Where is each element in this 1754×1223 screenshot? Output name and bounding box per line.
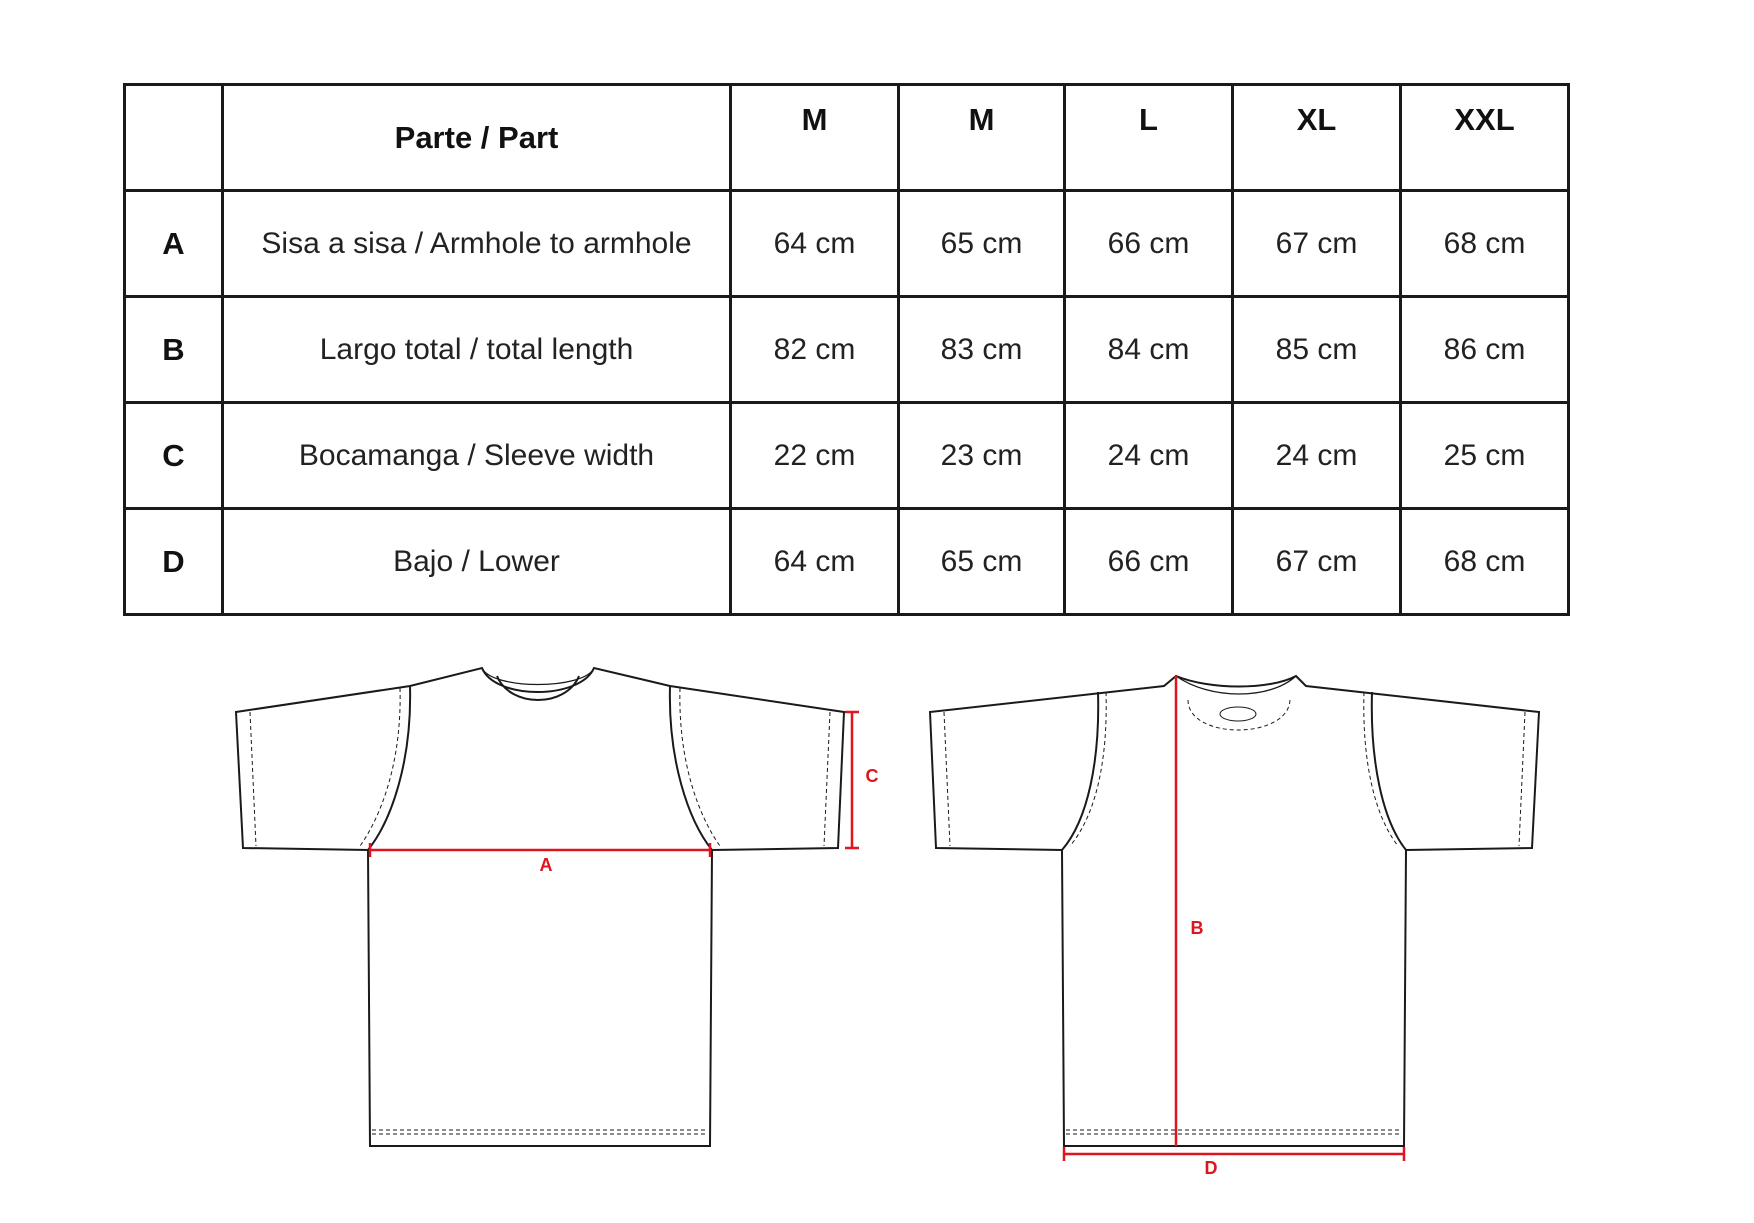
row-value: 25 cm <box>1401 403 1569 509</box>
tshirt-back-outline <box>930 676 1539 1146</box>
row-value: 65 cm <box>899 191 1065 297</box>
row-part: Bajo / Lower <box>223 509 731 615</box>
row-letter: D <box>125 509 223 615</box>
row-value: 68 cm <box>1401 191 1569 297</box>
back-collar-band <box>1176 676 1296 694</box>
front-collar-band <box>482 668 594 685</box>
tshirt-front <box>236 668 844 1146</box>
row-value: 82 cm <box>731 297 899 403</box>
row-part: Bocamanga / Sleeve width <box>223 403 731 509</box>
size-header-m: M <box>731 85 899 191</box>
row-value: 64 cm <box>731 191 899 297</box>
row-value: 22 cm <box>731 403 899 509</box>
row-value: 24 cm <box>1233 403 1401 509</box>
row-letter: B <box>125 297 223 403</box>
row-value: 66 cm <box>1065 509 1233 615</box>
row-value: 23 cm <box>899 403 1065 509</box>
front-left-cuff-stitch <box>250 712 256 846</box>
front-right-cuff-stitch <box>824 712 830 846</box>
row-letter: A <box>125 191 223 297</box>
front-left-armhole-seam <box>368 686 410 850</box>
row-value: 86 cm <box>1401 297 1569 403</box>
size-header-xxl: XXL <box>1401 85 1569 191</box>
front-left-armhole-stitch <box>360 688 400 846</box>
back-right-armhole-stitch <box>1364 692 1398 846</box>
tshirt-front-outline <box>236 668 844 1146</box>
measure-c <box>845 712 859 848</box>
row-value: 83 cm <box>899 297 1065 403</box>
back-left-armhole-seam <box>1062 692 1098 850</box>
row-value: 24 cm <box>1065 403 1233 509</box>
size-header-xl: XL <box>1233 85 1401 191</box>
row-value: 65 cm <box>899 509 1065 615</box>
row-part: Largo total / total length <box>223 297 731 403</box>
size-header-l: L <box>1065 85 1233 191</box>
row-value: 84 cm <box>1065 297 1233 403</box>
front-right-armhole-seam <box>670 686 712 850</box>
row-value: 68 cm <box>1401 509 1569 615</box>
back-brand-logo <box>1220 707 1256 721</box>
back-right-armhole-seam <box>1372 692 1406 850</box>
row-value: 64 cm <box>731 509 899 615</box>
measure-label-a: A <box>539 855 553 875</box>
row-value: 66 cm <box>1065 191 1233 297</box>
tshirt-back <box>930 676 1539 1146</box>
back-left-armhole-stitch <box>1070 692 1106 846</box>
back-left-cuff-stitch <box>944 712 950 846</box>
front-right-armhole-stitch <box>680 688 720 846</box>
row-value: 85 cm <box>1233 297 1401 403</box>
row-part: Sisa a sisa / Armhole to armhole <box>223 191 731 297</box>
measure-d <box>1064 1147 1404 1161</box>
row-value: 67 cm <box>1233 191 1401 297</box>
size-header-m-2: M <box>899 85 1065 191</box>
measure-label-d: D <box>1204 1158 1218 1178</box>
measure-label-c: C <box>865 766 879 786</box>
measure-label-b: B <box>1190 918 1204 938</box>
part-column-header: Parte / Part <box>223 85 731 191</box>
row-letter: C <box>125 403 223 509</box>
back-right-cuff-stitch <box>1519 712 1525 846</box>
back-neck-label <box>1188 700 1290 730</box>
row-value: 67 cm <box>1233 509 1401 615</box>
